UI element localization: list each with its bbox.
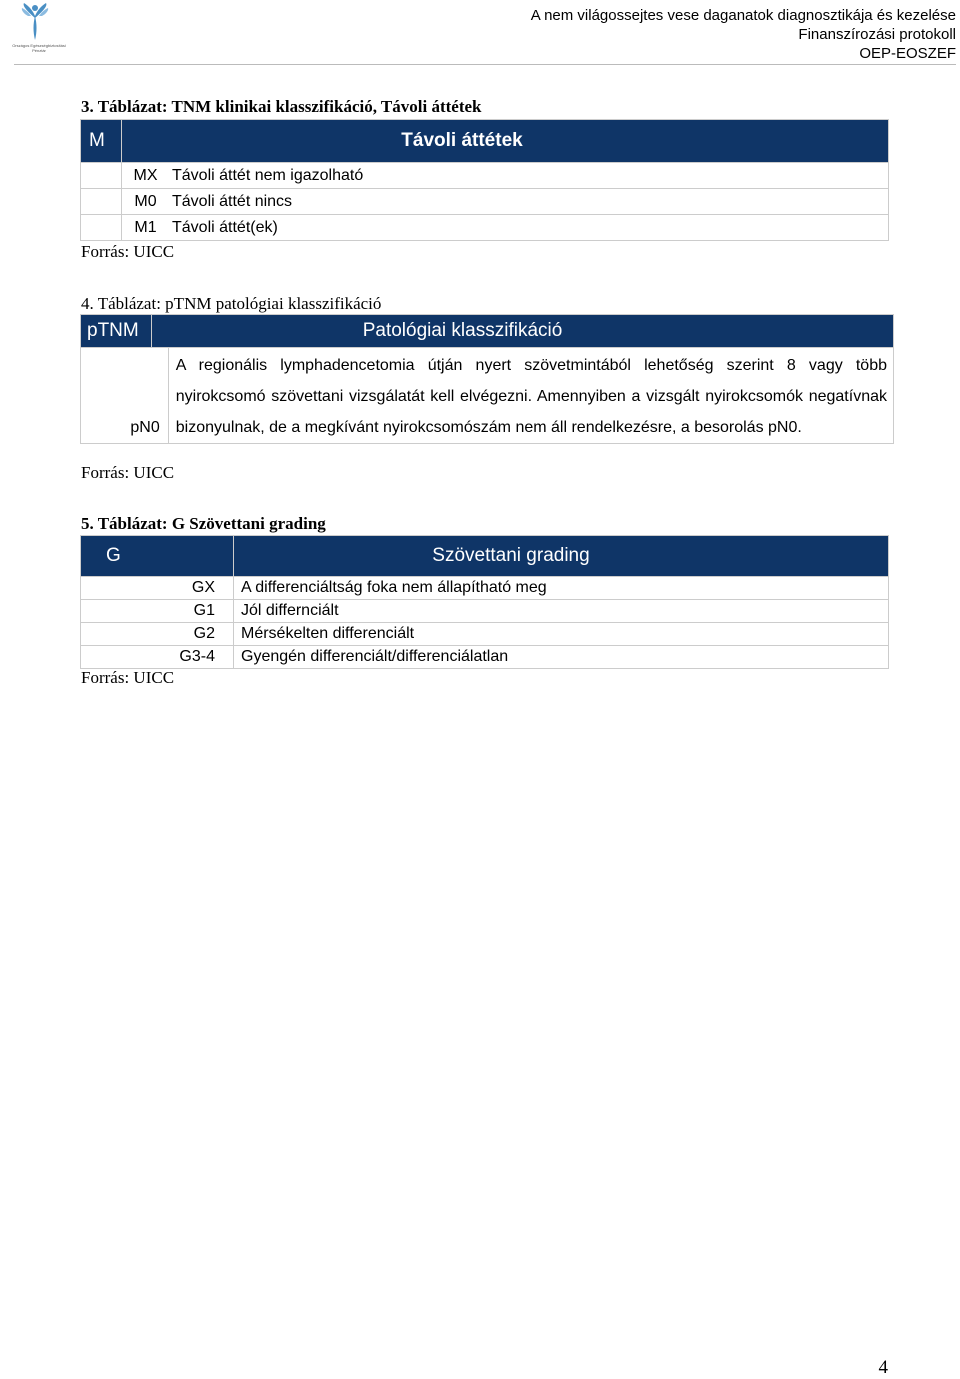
table-row [81, 600, 889, 623]
table-row [81, 163, 889, 189]
table3-header-title: Távoli áttétek [122, 120, 889, 163]
table-cell-code: GX [81, 577, 234, 600]
table5 [80, 535, 889, 669]
table5-caption: 5. Táblázat: G Szövettani grading [81, 514, 326, 533]
logo-caption: Országos Egészségbiztosítási Pénztár [12, 43, 66, 53]
page-header [0, 0, 960, 66]
table4 [80, 314, 894, 444]
table3-source: Forrás: UICC [81, 242, 175, 261]
oep-logo [4, 2, 66, 58]
table-row [81, 646, 889, 669]
table-cell-code: G2 [81, 623, 234, 646]
table-cell-code: G1 [81, 600, 234, 623]
table-cell-empty [81, 163, 122, 189]
header-line-3: OEP-EOSZEF [859, 45, 956, 62]
page-number: 4 [878, 1357, 888, 1378]
table-cell-code: M0 [122, 189, 170, 215]
table-cell-desc: Távoli áttét nincs [169, 189, 889, 215]
table-cell-desc: Gyengén differenciált/differenciálatlan [234, 646, 889, 669]
table-cell-desc: Mérsékelten differenciált [234, 623, 889, 646]
table-cell-empty [81, 215, 122, 241]
table-cell-code: G3-4 [81, 646, 234, 669]
table-cell-desc: A differenciáltság foka nem állapítható meg [234, 577, 889, 600]
table3-header-code: M [81, 120, 122, 163]
table-cell-code: pN0 [81, 348, 169, 444]
table3 [80, 119, 889, 241]
table4-header-row [81, 315, 894, 348]
table-cell-code: MX [122, 163, 170, 189]
table-row [81, 348, 894, 444]
table5-header-code: G [81, 536, 234, 577]
table-cell-empty [81, 189, 122, 215]
logo-emblem-icon [4, 2, 66, 42]
table4-header-title: Patológiai klasszifikáció [152, 315, 894, 348]
header-line-1: A nem világossejtes vese daganatok diagnosztikája és kezelése [530, 7, 956, 24]
table-cell-desc: Jól differnciált [234, 600, 889, 623]
table3-header-row [81, 120, 889, 163]
header-line-2: Finanszírozási protokoll [798, 26, 956, 43]
table-cell-desc: Távoli áttét nem igazolható [169, 163, 889, 189]
table-cell-desc: Távoli áttét(ek) [169, 215, 889, 241]
table5-header-title: Szövettani grading [234, 536, 889, 577]
table-cell-desc: A regionális lymphadencetomia útján nyert szövetmintából lehetőség szerint 8 vagy több nyirokcsomó szövettani vizsgálatát kell elvégezni. Amennyiben a vizsgált nyirokcsomók negatívnak bizonyulnak, de a megkívánt nyirokcsomószám nem áll rendelkezésre, a besorolás pN0. [168, 348, 893, 444]
table-row [81, 623, 889, 646]
header-title-block [531, 6, 956, 63]
table-row [81, 215, 889, 241]
table-row [81, 577, 889, 600]
header-divider [14, 64, 956, 65]
table4-header-code: pTNM [81, 315, 152, 348]
table-cell-code: M1 [122, 215, 170, 241]
table3-caption: 3. Táblázat: TNM klinikai klasszifikáció, Távoli áttétek [81, 97, 482, 116]
table5-header-row [81, 536, 889, 577]
table5-source: Forrás: UICC [81, 668, 175, 687]
table4-source: Forrás: UICC [81, 463, 175, 482]
table-row [81, 189, 889, 215]
table4-caption: 4. Táblázat: pTNM patológiai klasszifikáció [81, 294, 382, 313]
